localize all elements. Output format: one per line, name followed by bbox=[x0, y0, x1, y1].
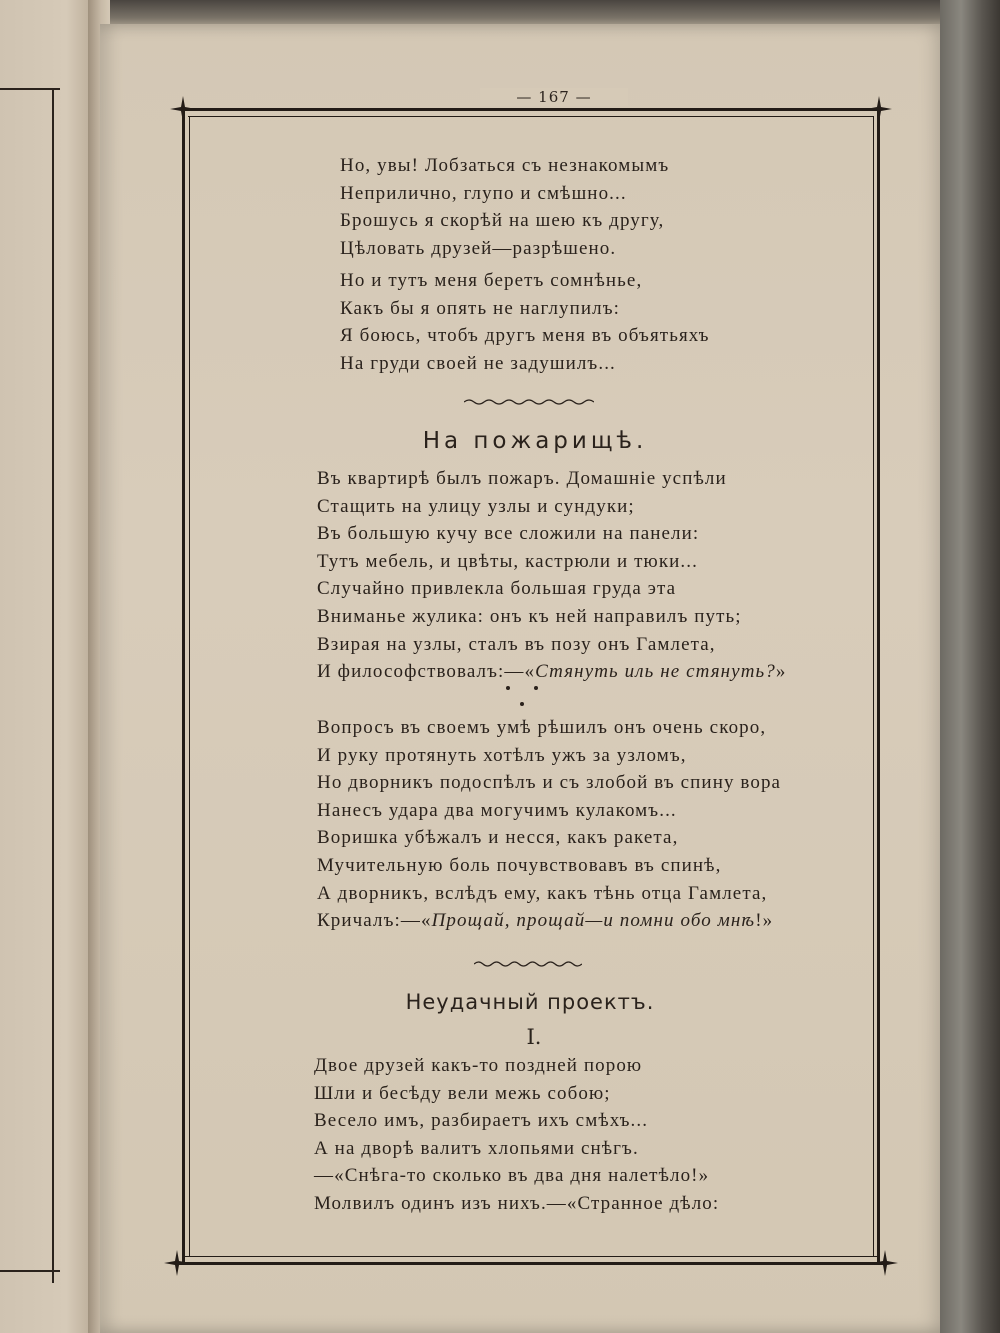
section-number: I. bbox=[526, 1025, 542, 1049]
frame-right-inner-line bbox=[873, 116, 874, 1257]
verse-text: !» bbox=[755, 910, 774, 932]
frame-bottom-inner-line bbox=[182, 1256, 880, 1257]
frame-left-inner-line bbox=[189, 116, 190, 1257]
verse-line: А дворникъ, вслѣдъ ему, какъ тѣнь отца Гамлета, bbox=[317, 882, 768, 904]
frame-left-line bbox=[182, 108, 185, 1265]
verse-line: Весело имъ, разбираетъ ихъ смѣхъ... bbox=[314, 1110, 649, 1132]
wavy-divider-icon bbox=[474, 960, 582, 968]
asterism-icon bbox=[498, 684, 558, 714]
verse-line bbox=[317, 658, 787, 686]
verse-line: Случайно привлекла большая груда эта bbox=[317, 578, 677, 600]
verse-line: Вопросъ въ своемъ умѣ рѣшилъ онъ очень скоро, bbox=[317, 717, 767, 738]
verse-line: Но, увы! Лобзаться съ незнакомымъ bbox=[340, 155, 670, 176]
verse-line: Какъ бы я опять не наглупилъ: bbox=[340, 297, 621, 319]
verse-line: Цѣловать друзей—разрѣшено. bbox=[340, 237, 617, 259]
verse-line: Въ квартирѣ былъ пожаръ. Домашніе успѣли bbox=[317, 468, 727, 489]
frame-top-inner-line bbox=[188, 116, 874, 117]
poem-continuation-stanza-1 bbox=[340, 152, 669, 262]
verse-line: Стащить на улицу узлы и сундуки; bbox=[317, 495, 635, 517]
previous-page-frame-top bbox=[0, 88, 60, 90]
corner-ornament-icon bbox=[872, 1250, 898, 1276]
verse-text: » bbox=[775, 661, 787, 683]
verse-line: Брошусь я скорѣй на шею къ другу, bbox=[340, 210, 665, 232]
frame-right-line bbox=[877, 108, 880, 1265]
corner-ornament-icon bbox=[866, 96, 892, 122]
previous-page-frame-bottom bbox=[0, 1270, 60, 1272]
poem-title-project: Неудачный проектъ. bbox=[405, 990, 655, 1014]
verse-line: Воришка убѣжалъ и несся, какъ ракета, bbox=[317, 827, 679, 849]
poem-title-fire: На пожарищѣ. bbox=[422, 428, 648, 454]
page-number: — 167 — bbox=[480, 88, 628, 106]
poem-fire-part-1 bbox=[317, 465, 787, 686]
verse-line: Но дворникъ подоспѣлъ и съ злобой въ спину вора bbox=[317, 772, 782, 794]
book-page bbox=[100, 24, 950, 1333]
verse-line: Нанесъ удара два могучимъ кулакомъ... bbox=[317, 799, 677, 821]
verse-line: Тутъ мебель, и цвѣты, кастрюли и тюки... bbox=[317, 550, 698, 572]
poem-fire-part-2 bbox=[317, 714, 781, 935]
verse-line: Шли и бесѣду вели межь собою; bbox=[314, 1082, 611, 1104]
verse-text: Кричалъ:—« bbox=[317, 910, 432, 932]
frame-top-line bbox=[182, 108, 880, 111]
verse-line: —«Снѣга-то сколько въ два дня налетѣло!» bbox=[314, 1165, 710, 1187]
poem-continuation-stanza-2 bbox=[340, 267, 710, 377]
book-cover-edge bbox=[940, 0, 1000, 1333]
verse-line: На груди своей не задушилъ... bbox=[340, 352, 616, 374]
poem-project-part-1 bbox=[314, 1052, 719, 1218]
verse-text: И философствовалъ:—« bbox=[317, 661, 536, 683]
italic-quote: Стянуть иль не стянуть? bbox=[535, 661, 776, 683]
verse-line: Но и тутъ меня беретъ сомнѣнье, bbox=[340, 270, 643, 291]
frame-bottom-line bbox=[176, 1262, 886, 1265]
previous-page-frame-side bbox=[52, 88, 54, 1283]
verse-line: Взирая на узлы, сталъ въ позу онъ Гамлета, bbox=[317, 633, 716, 655]
verse-line: Неприлично, глупо и смѣшно... bbox=[340, 182, 627, 204]
verse-line bbox=[317, 907, 781, 935]
verse-line: Я боюсь, чтобъ другъ меня въ объятьяхъ bbox=[340, 325, 710, 347]
verse-line: Молвилъ одинъ изъ нихъ.—«Странное дѣло: bbox=[314, 1192, 720, 1214]
verse-line: И руку протянуть хотѣлъ ужъ за узломъ, bbox=[317, 744, 687, 766]
verse-line: Мучительную боль почувствовавъ въ спинѣ, bbox=[317, 854, 722, 876]
verse-line: А на дворѣ валитъ хлопьями снѣгъ. bbox=[314, 1137, 639, 1159]
verse-line: Вниманье жулика: онъ къ ней направилъ путь; bbox=[317, 605, 742, 627]
verse-line: Двое друзей какъ-то поздней порою bbox=[314, 1055, 643, 1076]
wavy-divider-icon bbox=[464, 398, 594, 406]
previous-page-edge bbox=[0, 0, 95, 1333]
italic-quote: Прощай, прощай—и помни обо мнѣ bbox=[431, 910, 756, 932]
corner-ornament-icon bbox=[170, 96, 196, 122]
verse-line: Въ большую кучу все сложили на панели: bbox=[317, 523, 700, 545]
corner-ornament-icon bbox=[164, 1250, 190, 1276]
